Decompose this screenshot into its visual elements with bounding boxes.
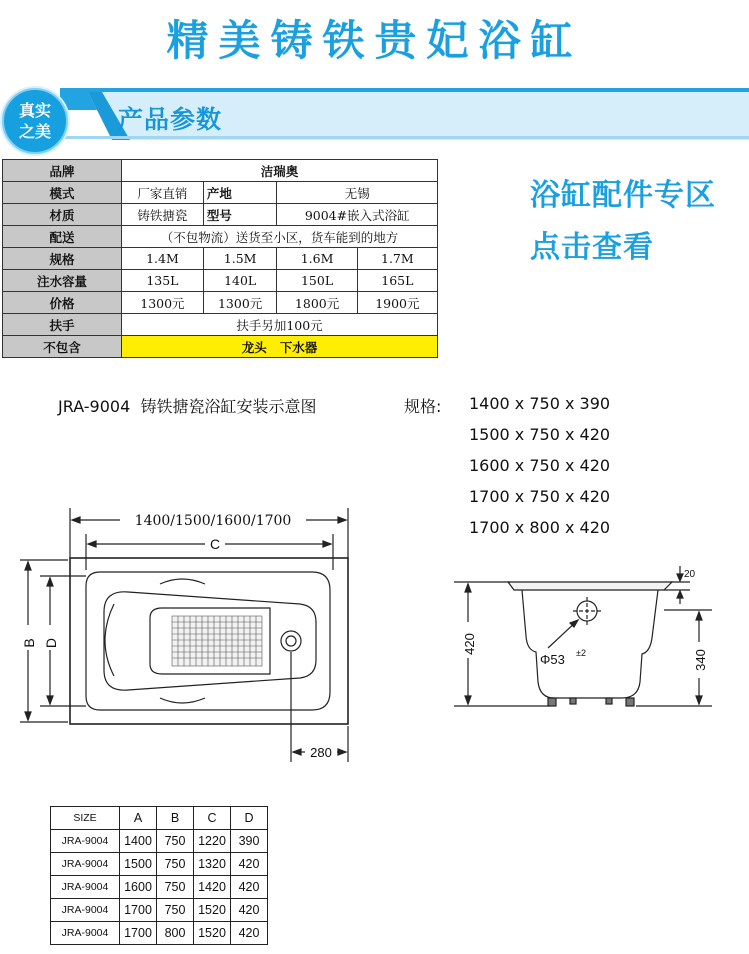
product-params-table [2,159,438,358]
size-cell: 750 [157,830,194,853]
section-ribbon [0,78,749,158]
size-cell: 420 [231,876,268,899]
spec-cell: 1.7M [357,248,437,270]
water-cell: 140L [203,270,277,292]
size-header: SIZE [51,807,120,830]
handle-value: 扶手另加100元 [122,314,438,336]
exclusions-label: 不包含 [3,336,122,358]
price-cell: 1300元 [203,292,277,314]
size-cell: 1400 [120,830,157,853]
origin-value: 无锡 [277,182,438,204]
size-cell: 1520 [194,899,231,922]
badge-line-2: 之美 [18,122,51,141]
size-cell: JRA-9004 [51,830,120,853]
drain-diameter-label: Φ53 [540,652,565,667]
offset-dimension-label: 280 [310,745,332,760]
size-cell: 1520 [194,922,231,945]
table-row [51,876,268,899]
badge-line-1: 真实 [18,101,51,120]
delivery-value: （不包物流）送货至小区，货车能到的地方 [122,226,438,248]
size-cell: 750 [157,899,194,922]
spec-line: 1600 x 750 x 420 [469,456,611,475]
size-header: D [231,807,268,830]
water-cell: 135L [122,270,204,292]
water-cell: 150L [277,270,357,292]
table-row [51,899,268,922]
brand-label: 品牌 [3,160,122,182]
length-dimension-label: 1400/1500/1600/1700 [134,513,292,529]
price-cell: 1800元 [277,292,357,314]
c-dimension-label: C [209,536,221,552]
spec-line: 1400 x 750 x 390 [469,394,611,413]
origin-label: 产地 [203,182,277,204]
size-cell: JRA-9004 [51,853,120,876]
spec-label: 规格 [3,248,122,270]
size-cell: JRA-9004 [51,899,120,922]
spec-line: 1700 x 800 x 420 [469,518,611,537]
price-cell: 1300元 [122,292,204,314]
height-dimension-label: 420 [462,633,477,655]
spec-cell: 1.6M [277,248,357,270]
table-row [51,830,268,853]
size-header: A [120,807,157,830]
delivery-label: 配送 [3,226,122,248]
view-link[interactable]: 点击查看 [530,230,654,265]
size-header: B [157,807,194,830]
water-label: 注水容量 [3,270,122,292]
size-cell: JRA-9004 [51,876,120,899]
size-header: C [194,807,231,830]
size-cell: 1220 [194,830,231,853]
size-cell: 750 [157,876,194,899]
side-view-drawing [450,560,749,720]
install-caption: JRA-9004 铸铁搪瓷浴缸安装示意图 [58,397,317,416]
section-label: 产品参数 [118,105,223,134]
price-cell: 1900元 [357,292,437,314]
material-value: 铸铁搪瓷 [122,204,204,226]
spec-line: 1700 x 750 x 420 [469,487,611,506]
size-cell: 1420 [194,876,231,899]
spec-cell: 1.4M [122,248,204,270]
spec-line: 1500 x 750 x 420 [469,425,611,444]
table-row [51,853,268,876]
exclusions-value: 龙头 下水器 [122,336,438,358]
water-cell: 165L [357,270,437,292]
size-cell: 800 [157,922,194,945]
size-cell: 420 [231,853,268,876]
size-cell: 1700 [120,899,157,922]
size-cell: 750 [157,853,194,876]
accessories-link[interactable]: 浴缸配件专区 [530,178,716,213]
spec-cell: 1.5M [203,248,277,270]
price-label: 价格 [3,292,122,314]
height2-dimension-label: 340 [693,649,708,671]
top-view-drawing [0,500,380,770]
model-label: 型号 [203,204,277,226]
install-spec-label: 规格: [404,397,442,416]
handle-label: 扶手 [3,314,122,336]
size-cell: 1600 [120,876,157,899]
size-table [50,806,268,945]
table-row [51,922,268,945]
size-cell: 1700 [120,922,157,945]
page-title: 精美铸铁贵妃浴缸 [166,16,583,65]
size-cell: 420 [231,922,268,945]
size-cell: JRA-9004 [51,922,120,945]
size-cell: 420 [231,899,268,922]
b-dimension-label: B [21,638,37,648]
authentic-badge [2,88,68,154]
mode-label: 模式 [3,182,122,204]
brand-value: 洁瑞奥 [122,160,438,182]
size-cell: 1320 [194,853,231,876]
mode-value: 厂家直销 [122,182,204,204]
material-label: 材质 [3,204,122,226]
size-cell: 1500 [120,853,157,876]
d-dimension-label: D [43,637,59,649]
size-cell: 390 [231,830,268,853]
drain-tolerance-label: ±2 [576,648,586,658]
rim-dimension-label: 20 [684,569,696,580]
model-value: 9004#嵌入式浴缸 [277,204,438,226]
